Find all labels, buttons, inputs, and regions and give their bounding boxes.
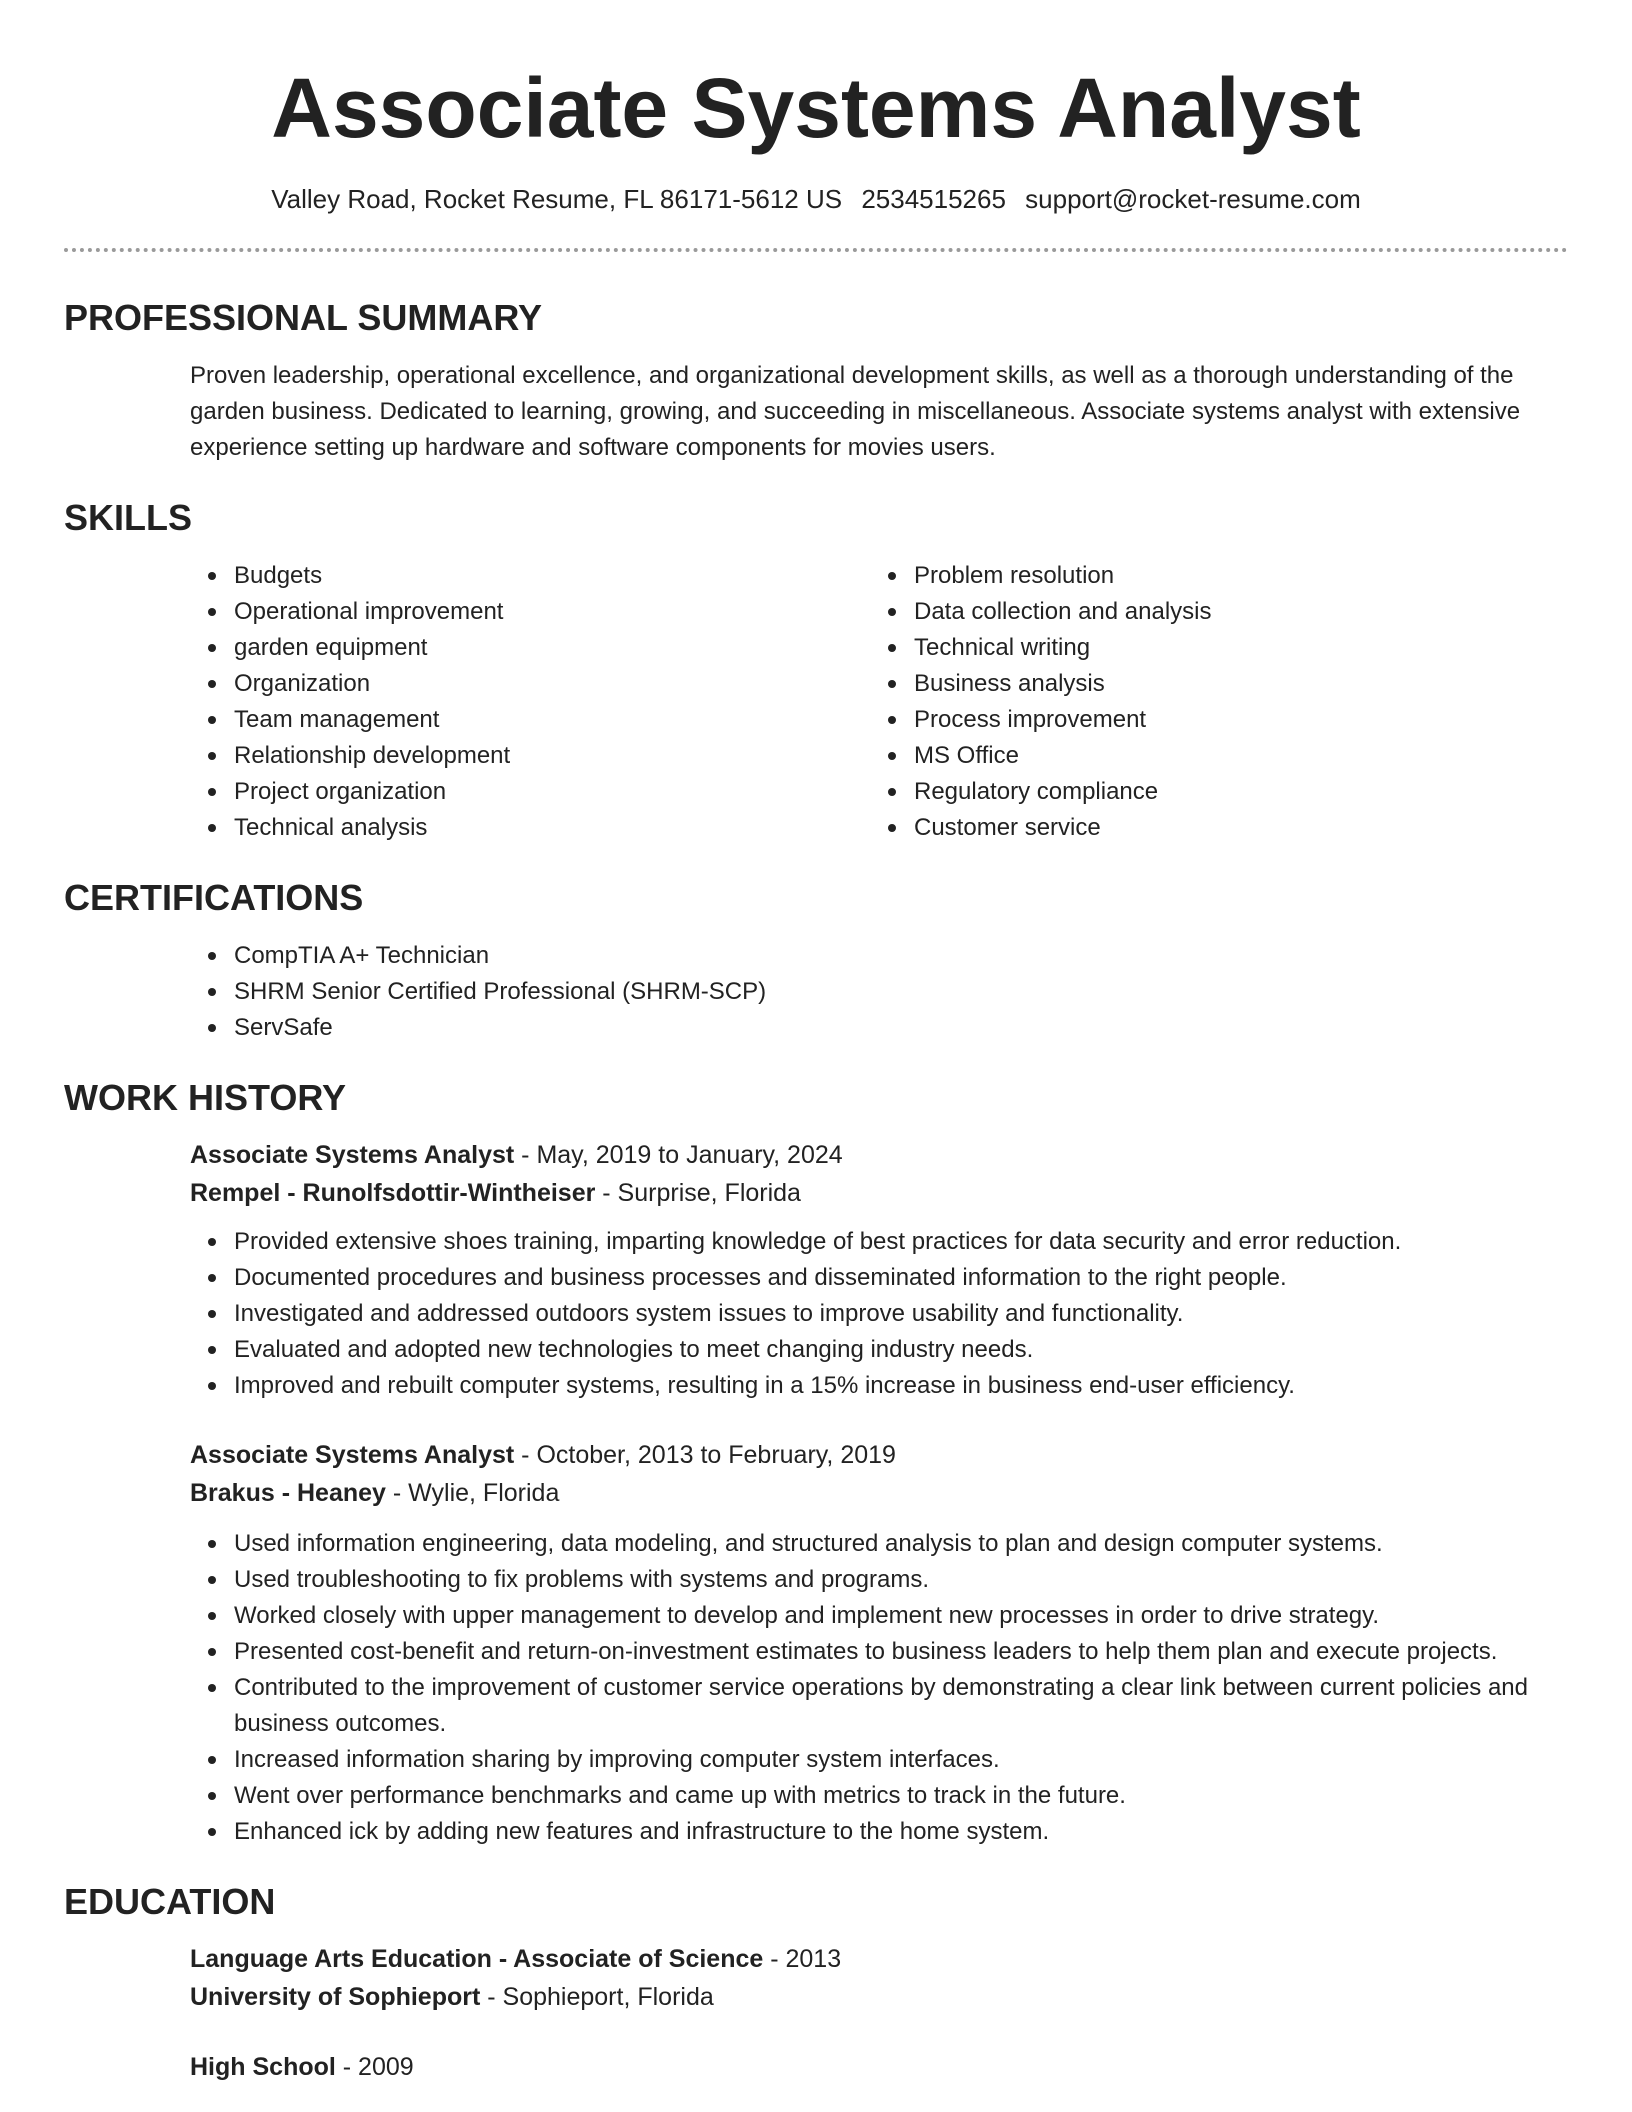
bullet-dot-icon	[208, 1648, 216, 1656]
job-role: Associate Systems Analyst	[190, 1441, 515, 1469]
bullet-dot-icon	[208, 1828, 216, 1836]
job-bullet: Provided extensive shoes training, imparting knowledge of best practices for data security and error reduction.	[190, 1224, 1568, 1260]
certifications-list	[190, 938, 1568, 1046]
education-degree-line	[190, 1940, 1568, 1978]
contact-address: Valley Road, Rocket Resume, FL 86171-5612 US	[271, 184, 843, 214]
bullet-dot-icon	[208, 680, 216, 688]
bullet-dot-icon	[888, 644, 896, 652]
job-bullet: Presented cost-benefit and return-on-investment estimates to business leaders to help them plan and execute projects.	[190, 1634, 1568, 1670]
skill-item: Process improvement	[870, 702, 1550, 738]
bullet-dot-icon	[208, 1792, 216, 1800]
job-company-line	[190, 1174, 1568, 1212]
skill-item: Organization	[190, 666, 870, 702]
job-bullet: Contributed to the improvement of customer service operations by demonstrating a clear link between current policies and business outcomes.	[190, 1670, 1568, 1742]
skills-column-right	[870, 558, 1550, 846]
education-year: - 2009	[335, 2053, 414, 2081]
bullet-dot-icon	[888, 824, 896, 832]
job-entry	[190, 1436, 1568, 1850]
summary-text: Proven leadership, operational excellence, and organizational development skills, as well as a thorough understanding of the garden business. Dedicated to learning, growing, and succeeding in miscellaneous. Associate systems analyst with extensive experience setting up hardware and software components for movies users.	[190, 362, 1521, 461]
education-degree: Language Arts Education - Associate of Science	[190, 1945, 764, 1973]
bullet-dot-icon	[208, 788, 216, 796]
job-company-line	[190, 1474, 1568, 1512]
bullet-dot-icon	[208, 716, 216, 724]
job-bullet: Enhanced ick by adding new features and infrastructure to the home system.	[190, 1814, 1568, 1850]
bullet-dot-icon	[208, 608, 216, 616]
bullet-dot-icon	[888, 572, 896, 580]
job-bullet: Used information engineering, data modeling, and structured analysis to plan and design computer systems.	[190, 1526, 1568, 1562]
skill-item: garden equipment	[190, 630, 870, 666]
education-degree: High School	[190, 2053, 336, 2081]
education-school-line	[190, 1978, 1568, 2016]
resume-name: Associate Systems Analyst	[271, 61, 1361, 155]
bullet-dot-icon	[208, 952, 216, 960]
job-company: Brakus - Heaney	[190, 1479, 386, 1507]
education-degree-line	[190, 2048, 1568, 2086]
job-bullet: Worked closely with upper management to develop and implement new processes in order to drive strategy.	[190, 1598, 1568, 1634]
education-year: - 2013	[763, 1945, 842, 1973]
job-bullet: Improved and rebuilt computer systems, resulting in a 15% increase in business end-user efficiency.	[190, 1368, 1568, 1404]
certification-item: ServSafe	[190, 1010, 1568, 1046]
job-bullet: Used troubleshooting to fix problems with systems and programs.	[190, 1562, 1568, 1598]
bullet-dot-icon	[888, 680, 896, 688]
job-title-line	[190, 1436, 1568, 1474]
education-location: - Sophieport, Florida	[480, 1983, 714, 2011]
bullet-dot-icon	[888, 788, 896, 796]
contact-phone: 2534515265	[861, 184, 1006, 214]
skill-item: Budgets	[190, 558, 870, 594]
bullet-dot-icon	[208, 1540, 216, 1548]
summary-heading: PROFESSIONAL SUMMARY	[64, 297, 543, 338]
bullet-dot-icon	[888, 608, 896, 616]
bullet-dot-icon	[208, 752, 216, 760]
job-location: - Surprise, Florida	[595, 1179, 801, 1207]
bullet-dot-icon	[208, 572, 216, 580]
contact-line	[0, 182, 1632, 216]
job-bullet: Documented procedures and business processes and disseminated information to the right people.	[190, 1260, 1568, 1296]
job-company: Rempel - Runolfsdottir-Wintheiser	[190, 1179, 596, 1207]
work-history-heading: WORK HISTORY	[64, 1077, 347, 1118]
contact-email[interactable]: support@rocket-resume.com	[1025, 184, 1361, 214]
skill-item: Technical analysis	[190, 810, 870, 846]
job-bullet: Went over performance benchmarks and came up with metrics to track in the future.	[190, 1778, 1568, 1814]
skill-item: Problem resolution	[870, 558, 1550, 594]
job-bullet: Investigated and addressed outdoors system issues to improve usability and functionality.	[190, 1296, 1568, 1332]
job-bullet: Evaluated and adopted new technologies to meet changing industry needs.	[190, 1332, 1568, 1368]
job-bullets	[190, 1526, 1568, 1850]
bullet-dot-icon	[208, 1576, 216, 1584]
skill-item: Regulatory compliance	[870, 774, 1550, 810]
skill-item: Customer service	[870, 810, 1550, 846]
skill-item: Data collection and analysis	[870, 594, 1550, 630]
job-bullets	[190, 1224, 1568, 1404]
bullet-dot-icon	[208, 1346, 216, 1354]
header-divider	[64, 248, 1568, 252]
skill-item: Relationship development	[190, 738, 870, 774]
bullet-dot-icon	[208, 824, 216, 832]
skill-item: MS Office	[870, 738, 1550, 774]
job-title-line	[190, 1136, 1568, 1174]
job-location: - Wylie, Florida	[385, 1479, 560, 1507]
education-entry	[190, 2048, 1568, 2086]
skill-item: Project organization	[190, 774, 870, 810]
bullet-dot-icon	[208, 1310, 216, 1318]
bullet-dot-icon	[208, 1756, 216, 1764]
bullet-dot-icon	[208, 1612, 216, 1620]
job-bullet: Increased information sharing by improving computer system interfaces.	[190, 1742, 1568, 1778]
job-dates: - October, 2013 to February, 2019	[514, 1441, 896, 1469]
job-entry	[190, 1136, 1568, 1404]
job-role: Associate Systems Analyst	[190, 1141, 515, 1169]
certification-item: CompTIA A+ Technician	[190, 938, 1568, 974]
bullet-dot-icon	[208, 1274, 216, 1282]
skills-heading: SKILLS	[64, 497, 193, 538]
skill-item: Technical writing	[870, 630, 1550, 666]
bullet-dot-icon	[888, 716, 896, 724]
skill-item: Business analysis	[870, 666, 1550, 702]
skills-list	[190, 558, 1568, 846]
skills-column-left	[190, 558, 870, 846]
education-heading: EDUCATION	[64, 1881, 276, 1922]
skill-item: Team management	[190, 702, 870, 738]
bullet-dot-icon	[208, 644, 216, 652]
bullet-dot-icon	[208, 1024, 216, 1032]
certification-item: SHRM Senior Certified Professional (SHRM-SCP)	[190, 974, 1568, 1010]
bullet-dot-icon	[208, 1238, 216, 1246]
bullet-dot-icon	[208, 1684, 216, 1692]
skill-item: Operational improvement	[190, 594, 870, 630]
bullet-dot-icon	[888, 752, 896, 760]
job-dates: - May, 2019 to January, 2024	[514, 1141, 843, 1169]
certifications-heading: CERTIFICATIONS	[64, 877, 364, 918]
education-entry	[190, 1940, 1568, 2016]
bullet-dot-icon	[208, 1382, 216, 1390]
bullet-dot-icon	[208, 988, 216, 996]
education-school: University of Sophieport	[190, 1983, 481, 2011]
